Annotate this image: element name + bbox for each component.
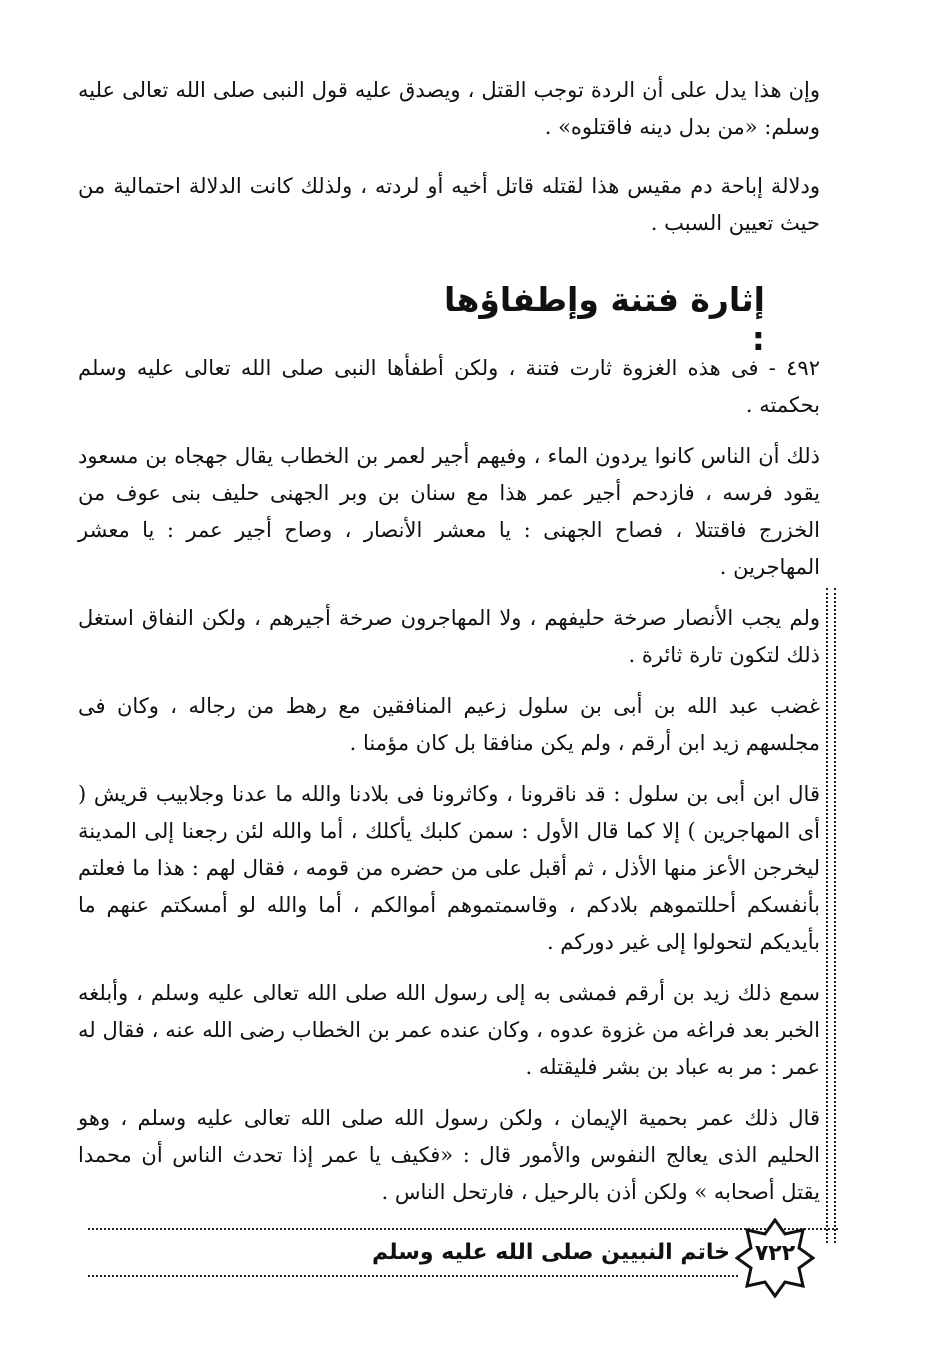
section-heading: إثارة فتنة وإطفاؤها : [444, 280, 765, 358]
paragraph: ذلك أن الناس كانوا يردون الماء ، وفيهم أجير لعمر بن الخطاب يقال جهجاه بن مسعود يقود فرسه ، فازدحم أجير عمر هذا مع سنان بن وبر الجهنى حليف بنى عوف من الخزرج فاقتتلا ، فصاح الجهنى : يا معشر الأنصار ، وصاح أجير عمر : يا معشر المهاجرين . [78, 444, 820, 579]
body-text [78, 350, 820, 1211]
paragraph: قال ابن أبى بن سلول : قد ناقرونا ، وكاثرونا فى بلادنا والله ما عدنا وجلابيب قريش ( أى المهاجرين ) إلا كما قال الأول : سمن كلبك يأكلك ، أما والله لئن رجعنا إلى المدينة ليخرجن الأعز منها الأذل ، ثم أقبل على من حضره من قومه ، فقال لهم : هذا ما فعلتم بأنفسكم أحللتموهم بلادكم ، وقاسمتموهم أموالكم ، أما والله لو أمسكتم عنهم ما بأيديكم لتحولوا إلى غير دوركم . [78, 782, 820, 954]
paragraph: قال ذلك عمر بحمية الإيمان ، ولكن رسول الله صلى الله تعالى عليه وسلم ، وهو الحليم الذى يعالج النفوس والأمور قال : «فكيف يا عمر إذا تحدث الناس أن محمدا يقتل أصحابه » ولكن أذن بالرحيل ، فارتحل الناس . [78, 1106, 820, 1204]
page-number: ٧٢٢ [754, 1241, 796, 1266]
paragraph: غضب عبد الله بن أبى بن سلول زعيم المنافقين مع رهط من رجاله ، وكان فى مجلسهم زيد ابن أرقم ، ولم يكن منافقا بل كان مؤمنا . [78, 694, 820, 755]
paragraph: ودلالة إباحة دم مقيس هذا لقتله قاتل أخيه أو لردته ، ولذلك كانت الدلالة احتمالية من حيث تعيين السبب . [78, 174, 820, 235]
footer-rule-top [88, 1228, 838, 1230]
paragraph: ٤٩٢ - فى هذه الغزوة ثارت فتنة ، ولكن أطفأها النبى صلى الله تعالى عليه وسلم بحكمته . [78, 356, 820, 417]
paragraph: سمع ذلك زيد بن أرقم فمشى به إلى رسول الله صلى الله تعالى عليه وسلم ، وأبلغه الخبر بعد فراغه من غزوة عدوه ، وكان عنده عمر بن الخطاب رضى الله عنه ، فقال له عمر : مر به عباد بن بشر فليقتله . [78, 981, 820, 1079]
paragraph: ولم يجب الأنصار صرخة حليفهم ، ولا المهاجرون صرخة أجيرهم ، ولكن النفاق استغل ذلك لتكون تارة ثائرة . [78, 606, 820, 667]
running-footer-title: خاتم النبيين صلى الله عليه وسلم [372, 1240, 730, 1265]
side-border-rule [826, 588, 836, 1243]
paragraph: وإن هذا يدل على أن الردة توجب القتل ، ويصدق عليه قول النبى صلى الله تعالى عليه وسلم: «من بدل دينه فاقتلوه» . [78, 78, 820, 139]
footer-rule-bottom [88, 1275, 738, 1277]
top-text [78, 72, 820, 242]
